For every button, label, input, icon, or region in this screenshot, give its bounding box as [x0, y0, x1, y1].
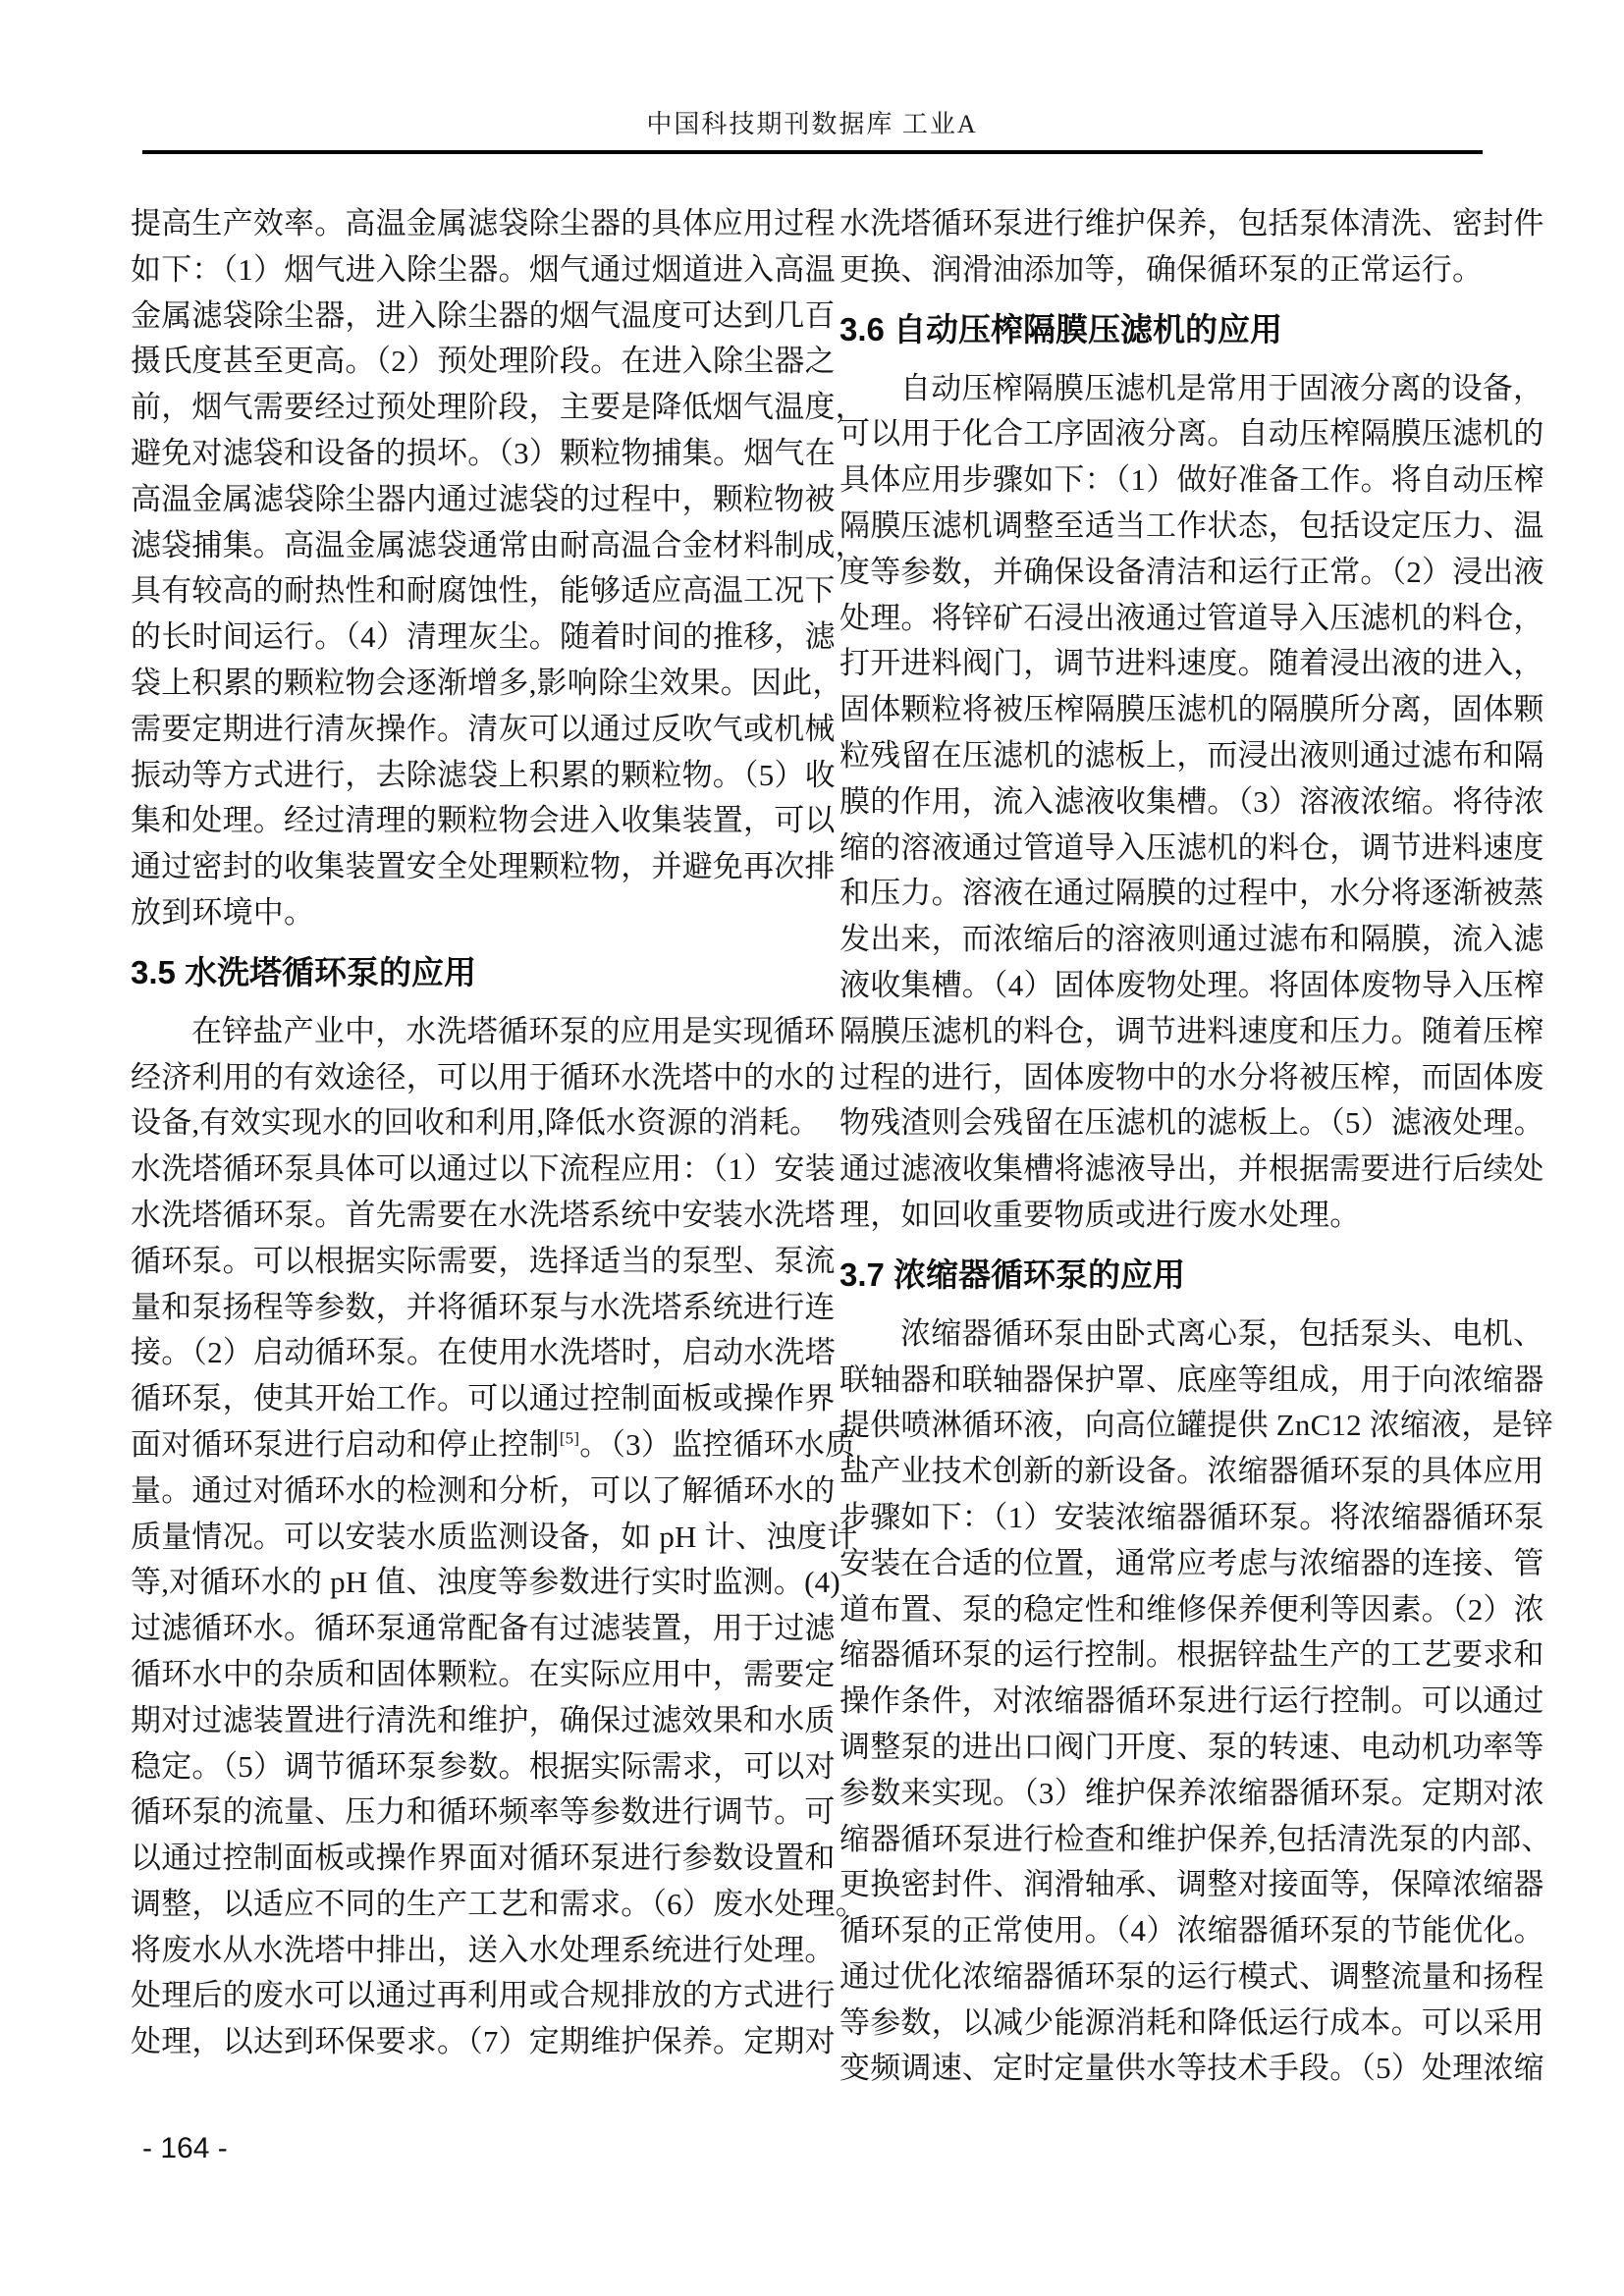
text-line: 自动压榨隔膜压滤机是常用于固液分离的设备， [900, 370, 1544, 405]
text-line: 期对过滤装置进行清洗和维护，确保过滤效果和水质 [131, 1702, 836, 1737]
text-line: 调整，以适应不同的生产工艺和需求。（6）废水处理。 [131, 1886, 866, 1921]
text-line: 处理，以达到环保要求。（7）定期维护保养。定期对 [131, 2024, 836, 2059]
section-heading: 3.5 水洗塔循环泵的应用 [131, 953, 477, 990]
citation-marker: [5] [559, 1428, 580, 1448]
text-line: 的长时间运行。（4）清理灰尘。随着时间的推移，滤 [131, 619, 836, 655]
text-line: 避免对滤袋和设备的损坏。（3）颗粒物捕集。烟气在 [131, 435, 836, 470]
text-line: 等参数，以减少能源消耗和降低运行成本。可以采用 [839, 2004, 1544, 2040]
text-line: 可以用于化合工序固液分离。自动压榨隔膜压滤机的 [839, 416, 1544, 452]
text-line: 道布置、泵的稳定性和维修保养便利等因素。（2）浓 [839, 1591, 1544, 1627]
text-line: 缩器循环泵进行检查和维护保养,包括清洗泵的内部、 [839, 1821, 1552, 1856]
text-line: 需要定期进行清灰操作。清灰可以通过反吹气或机械 [131, 711, 836, 746]
text-line: 循环泵的流量、压力和循环频率等参数进行调节。可 [131, 1794, 836, 1830]
text-line: 打开进料阀门，调节进料速度。随着浸出液的进入， [839, 646, 1544, 681]
text-line: 量。通过对循环水的检测和分析，可以了解循环水的 [131, 1472, 836, 1508]
text-line: 更换、润滑油添加等，确保循环泵的正常运行。 [839, 251, 1484, 287]
text-line: 接。（2）启动循环泵。在使用水洗塔时，启动水洗塔 [131, 1335, 836, 1370]
text-line: 通过优化浓缩器循环泵的运行模式、调整流量和扬程 [839, 1958, 1544, 1994]
left-column [131, 201, 866, 2065]
text-line: 提高生产效率。高温金属滤袋除尘器的具体应用过程 [131, 206, 836, 240]
section-heading: 3.7 浓缩器循环泵的应用 [839, 1255, 1186, 1293]
section-heading: 3.6 自动压榨隔膜压滤机的应用 [839, 310, 1283, 347]
text-line: 调整泵的进出口阀门开度、泵的转速、电动机功率等 [839, 1729, 1544, 1764]
text-line: 浓缩器循环泵由卧式离心泵，包括泵头、电机、 [900, 1315, 1544, 1351]
text-line: 设备,有效实现水的回收和利用,降低水资源的消耗。 [131, 1105, 821, 1141]
header-rule [142, 150, 1483, 154]
text-line: 放到环境中。 [131, 894, 315, 930]
text-line: 隔膜压滤机的料仓，调节进料速度和压力。随着压榨 [839, 1013, 1544, 1048]
text-line: 集和处理。经过清理的颗粒物会进入收集装置，可以 [131, 803, 836, 838]
text-line: 滤袋捕集。高温金属滤袋通常由耐高温合金材料制成， [131, 527, 866, 562]
text-line: 缩的溶液通过管道导入压滤机的料仓，调节进料速度 [839, 829, 1544, 865]
text-line: 袋上积累的颗粒物会逐渐增多,影响除尘效果。因此， [131, 665, 843, 700]
text-line: 固体颗粒将被压榨隔膜压滤机的隔膜所分离，固体颗 [839, 692, 1544, 727]
text-line: 隔膜压滤机调整至适当工作状态，包括设定压力、温 [839, 507, 1544, 543]
text-line: 如下：（1）烟气进入除尘器。烟气通过烟道进入高温 [131, 251, 836, 287]
text-line: 通过滤液收集槽将滤液导出，并根据需要进行后续处 [839, 1151, 1544, 1187]
text-line: 操作条件，对浓缩器循环泵进行运行控制。可以通过 [839, 1683, 1544, 1719]
text-line: 变频调速、定时定量供水等技术手段。（5）处理浓缩 [839, 2051, 1544, 2086]
page-number: - 164 - [142, 2132, 228, 2164]
text-line: 过滤循环水。循环泵通常配备有过滤装置，用于过滤 [131, 1611, 836, 1646]
text-line: 安装在合适的位置，通常应考虑与浓缩器的连接、管 [839, 1545, 1544, 1580]
text-line: 水洗塔循环泵具体可以通过以下流程应用：（1）安装 [131, 1151, 836, 1187]
text-line: 质量情况。可以安装水质监测设备，如 pH 计、浊度计 [131, 1519, 858, 1554]
text-line: 以通过控制面板或操作界面对循环泵进行参数设置和 [131, 1841, 836, 1876]
text-line: 通过密封的收集装置安全处理颗粒物，并避免再次排 [131, 849, 836, 884]
text-line: 步骤如下：（1）安装浓缩器循环泵。将浓缩器循环泵 [839, 1499, 1544, 1534]
text-line: 循环泵，使其开始工作。可以通过控制面板或操作界 [131, 1381, 836, 1416]
text-line: 粒残留在压滤机的滤板上，而浸出液则通过滤布和隔 [839, 737, 1544, 773]
text-line: 摄氏度甚至更高。（2）预处理阶段。在进入除尘器之 [131, 344, 836, 379]
text-line: 循环水中的杂质和固体颗粒。在实际应用中，需要定 [131, 1656, 836, 1691]
text-line: 处理。将锌矿石浸出液通过管道导入压滤机的料仓， [839, 600, 1544, 635]
text-line: 液收集槽。（4）固体废物处理。将固体废物导入压榨 [839, 967, 1544, 1002]
text-line: 联轴器和联轴器保护罩、底座等组成，用于向浓缩器 [839, 1362, 1544, 1397]
text-line: 水洗塔循环泵。首先需要在水洗塔系统中安装水洗塔 [131, 1197, 836, 1232]
text-line: 理，如回收重要物质或进行废水处理。 [839, 1197, 1361, 1232]
text-line: 提供喷淋循环液，向高位罐提供 ZnC12 浓缩液，是锌 [839, 1408, 1554, 1443]
text-line: 在锌盐产业中，水洗塔循环泵的应用是实现循环 [191, 1013, 836, 1048]
text-line: 更换密封件、润滑轴承、调整对接面等，保障浓缩器 [839, 1867, 1544, 1902]
text-line: 处理后的废水可以通过再利用或合规排放的方式进行 [131, 1978, 836, 2013]
text-line: 盐产业技术创新的新设备。浓缩器循环泵的具体应用 [839, 1454, 1544, 1489]
text-line: 面对循环泵进行启动和停止控制[5]。（3）监控循环水质 [131, 1426, 856, 1462]
text-line: 具体应用步骤如下：（1）做好准备工作。将自动压榨 [839, 462, 1544, 498]
text-line: 高温金属滤袋除尘器内通过滤袋的过程中，颗粒物被 [131, 481, 836, 516]
text-line: 前，烟气需要经过预处理阶段，主要是降低烟气温度， [131, 390, 866, 425]
text-line: 等,对循环水的 pH 值、浊度等参数进行实时监测。(4) [131, 1565, 840, 1600]
text-line: 循环泵。可以根据实际需要，选择适当的泵型、泵流 [131, 1243, 836, 1278]
text-line: 和压力。溶液在通过隔膜的过程中，水分将逐渐被蒸 [839, 876, 1544, 911]
text-line: 水洗塔循环泵进行维护保养，包括泵体清洗、密封件 [839, 206, 1544, 240]
text-line: 参数来实现。（3）维护保养浓缩器循环泵。定期对浓 [839, 1775, 1544, 1810]
text-line: 经济利用的有效途径，可以用于循环水洗塔中的水的 [131, 1059, 836, 1095]
text-line: 振动等方式进行，去除滤袋上积累的颗粒物。（5）收 [131, 757, 836, 792]
text-line: 循环泵的正常使用。（4）浓缩器循环泵的节能优化。 [839, 1913, 1544, 1949]
text-line: 度等参数，并确保设备清洁和运行正常。（2）浸出液 [839, 554, 1544, 589]
text-line: 缩器循环泵的运行控制。根据锌盐生产的工艺要求和 [839, 1637, 1544, 1673]
journal-header: 中国科技期刊数据库 工业A [646, 110, 978, 138]
right-column [839, 201, 1554, 2092]
text-line: 物残渣则会残留在压滤机的滤板上。（5）滤液处理。 [839, 1105, 1544, 1141]
text-line: 金属滤袋除尘器，进入除尘器的烟气温度可达到几百 [131, 297, 836, 333]
text-line: 发出来，而浓缩后的溶液则通过滤布和隔膜，流入滤 [839, 922, 1544, 957]
text-line: 膜的作用，流入滤液收集槽。（3）溶液浓缩。将待浓 [839, 783, 1544, 819]
text-line: 稳定。（5）调节循环泵参数。根据实际需求，可以对 [131, 1748, 836, 1784]
text-line: 过程的进行，固体废物中的水分将被压榨，而固体废 [839, 1059, 1544, 1095]
text-line: 将废水从水洗塔中排出，送入水处理系统进行处理。 [131, 1932, 836, 1967]
text-line: 具有较高的耐热性和耐腐蚀性，能够适应高温工况下 [131, 573, 836, 609]
text-line: 量和泵扬程等参数，并将循环泵与水洗塔系统进行连 [131, 1289, 836, 1324]
